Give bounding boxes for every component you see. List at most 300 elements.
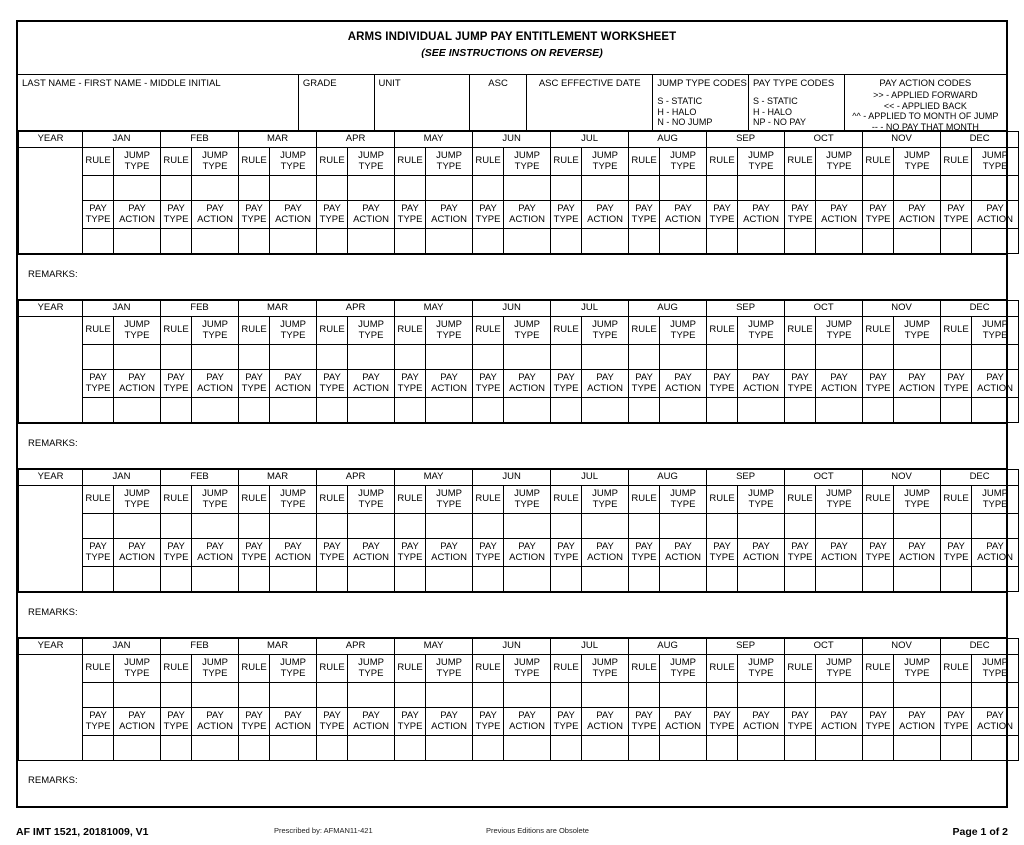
month-header-label: JUN	[502, 133, 521, 145]
pay-action-label-line1: PAY	[830, 203, 848, 214]
pay-action-label-line1: PAY	[752, 203, 770, 214]
jump-type-label-cell	[660, 486, 707, 514]
pay-action-entry-cell[interactable]	[114, 398, 161, 423]
jump-type-entry-cell[interactable]	[114, 176, 161, 201]
rule-label-cell	[551, 317, 582, 345]
pay-type-entry-cell[interactable]	[551, 567, 582, 592]
jump-type-entry-cell[interactable]	[816, 345, 863, 370]
pay-action-entry-cell[interactable]	[582, 567, 629, 592]
rule-entry-cell[interactable]	[863, 176, 894, 201]
pay-type-entry-cell[interactable]	[473, 398, 504, 423]
jump-type-label-line2: TYPE	[124, 498, 150, 510]
pay-action-label-cell	[270, 539, 317, 567]
pay-type-label-cell	[941, 370, 972, 398]
pay-type-entry-cell[interactable]	[317, 567, 348, 592]
rule-entry-cell[interactable]	[83, 514, 114, 539]
pay-type-entry-cell[interactable]	[629, 398, 660, 423]
jump-type-label-line2: TYPE	[904, 667, 930, 679]
pay-type-entry-cell[interactable]	[473, 567, 504, 592]
jump-type-label-line2: TYPE	[670, 667, 696, 679]
pay-type-entry-cell[interactable]	[629, 736, 660, 761]
rule-entry-cell[interactable]	[161, 176, 192, 201]
pay-type-label-cell	[941, 708, 972, 736]
pay-type-entry-cell[interactable]	[161, 567, 192, 592]
pay-action-entry-cell[interactable]	[192, 736, 239, 761]
pay-action-entry-cell[interactable]	[192, 398, 239, 423]
field-asc[interactable]	[470, 75, 527, 130]
jump-type-label-cell	[972, 148, 1019, 176]
pay-action-label-line2: ACTION	[587, 382, 624, 394]
pay-action-entry-cell[interactable]	[504, 736, 551, 761]
pay-type-entry-cell[interactable]	[941, 229, 972, 254]
rule-entry-cell[interactable]	[863, 514, 894, 539]
pay-action-entry-cell[interactable]	[270, 567, 317, 592]
form-title: ARMS INDIVIDUAL JUMP PAY ENTITLEMENT WORKSHEET	[347, 31, 677, 43]
rule-label: RULE	[163, 493, 189, 505]
pay-type-label-line1: PAY	[713, 372, 731, 383]
pay-type-entry-cell[interactable]	[395, 229, 426, 254]
pay-type-entry-cell[interactable]	[629, 567, 660, 592]
jump-type-entry-cell[interactable]	[426, 345, 473, 370]
rule-entry-cell[interactable]	[161, 514, 192, 539]
rule-entry-cell[interactable]	[395, 176, 426, 201]
rule-label-cell	[863, 148, 894, 176]
jump-type-entry-cell[interactable]	[504, 345, 551, 370]
jump-type-entry-cell[interactable]	[504, 683, 551, 708]
jump-type-entry-cell[interactable]	[972, 514, 1019, 539]
month-header-label: MAR	[266, 640, 289, 652]
jump-type-entry-cell[interactable]	[972, 176, 1019, 201]
pay-type-entry-cell[interactable]	[395, 736, 426, 761]
rule-entry-cell[interactable]	[941, 514, 972, 539]
rule-label-cell	[785, 486, 816, 514]
pay-action-entry-cell[interactable]	[582, 736, 629, 761]
pay-type-entry-cell[interactable]	[473, 736, 504, 761]
month-header-label: FEB	[190, 133, 209, 145]
year-input-cell[interactable]	[19, 486, 83, 592]
jump-type-entry-cell[interactable]	[504, 514, 551, 539]
rule-label: RULE	[787, 493, 813, 505]
pay-type-entry-cell[interactable]	[551, 398, 582, 423]
rule-entry-cell[interactable]	[551, 176, 582, 201]
pay-action-entry-cell[interactable]	[504, 229, 551, 254]
jump-type-label-line1: JUMP	[358, 150, 384, 161]
pay-action-entry-cell[interactable]	[348, 567, 395, 592]
pay-type-entry-cell[interactable]	[551, 736, 582, 761]
month-header-apr	[317, 470, 395, 486]
remarks-field[interactable]	[18, 255, 1006, 300]
pay-action-entry-cell[interactable]	[348, 229, 395, 254]
rule-label-cell	[629, 486, 660, 514]
rule-entry-cell[interactable]	[83, 345, 114, 370]
rule-label-cell	[161, 486, 192, 514]
pay-type-entry-cell[interactable]	[239, 229, 270, 254]
pay-action-entry-cell[interactable]	[972, 229, 1019, 254]
month-header-jan	[83, 132, 161, 148]
rule-entry-cell[interactable]	[473, 514, 504, 539]
jump-type-entry-cell[interactable]	[114, 683, 161, 708]
jump-type-entry-cell[interactable]	[894, 683, 941, 708]
pay-action-entry-cell[interactable]	[816, 398, 863, 423]
jump-type-entry-cell[interactable]	[192, 176, 239, 201]
pay-action-entry-cell[interactable]	[894, 567, 941, 592]
rule-entry-cell[interactable]	[629, 345, 660, 370]
jump-type-entry-cell[interactable]	[972, 683, 1019, 708]
jump-type-label-line1: JUMP	[748, 319, 775, 330]
pay-type-entry-cell[interactable]	[707, 229, 738, 254]
rule-label: RULE	[865, 155, 891, 167]
jump-type-entry-cell[interactable]	[270, 176, 317, 201]
rule-entry-cell[interactable]	[161, 345, 192, 370]
pay-action-entry-cell[interactable]	[738, 398, 785, 423]
month-header-label: APR	[345, 133, 366, 145]
jump-type-label-line1: JUMP	[280, 657, 306, 668]
jump-type-label-cell	[894, 486, 941, 514]
rule-entry-cell[interactable]	[707, 176, 738, 201]
rule-label: RULE	[943, 493, 969, 505]
pay-action-entry-cell[interactable]	[738, 229, 785, 254]
jump-type-entry-cell[interactable]	[270, 683, 317, 708]
jump-type-entry-cell[interactable]	[348, 514, 395, 539]
rule-entry-cell[interactable]	[83, 683, 114, 708]
pay-action-entry-cell[interactable]	[270, 736, 317, 761]
rule-label: RULE	[475, 155, 501, 167]
jump-type-entry-cell[interactable]	[504, 176, 551, 201]
rule-entry-cell[interactable]	[395, 345, 426, 370]
pay-action-code-item: << - APPLIED BACK	[883, 100, 967, 111]
jump-type-label-cell	[972, 317, 1019, 345]
jump-type-entry-cell[interactable]	[816, 683, 863, 708]
rule-entry-cell[interactable]	[629, 683, 660, 708]
rule-label-cell	[395, 317, 426, 345]
pay-type-label-cell	[863, 201, 894, 229]
pay-action-entry-cell[interactable]	[738, 736, 785, 761]
pay-action-label-cell	[894, 201, 941, 229]
pay-type-entry-cell[interactable]	[785, 567, 816, 592]
jump-type-entry-cell[interactable]	[660, 683, 707, 708]
jump-type-entry-cell[interactable]	[426, 176, 473, 201]
rule-entry-cell[interactable]	[239, 345, 270, 370]
pay-action-entry-cell[interactable]	[270, 398, 317, 423]
pay-action-label-line2: ACTION	[743, 382, 780, 394]
pay-action-entry-cell[interactable]	[426, 736, 473, 761]
pay-type-entry-cell[interactable]	[863, 398, 894, 423]
pay-action-label-cell	[504, 708, 551, 736]
pay-action-entry-cell[interactable]	[972, 567, 1019, 592]
jump-type-entry-cell[interactable]	[192, 345, 239, 370]
pay-action-entry-cell[interactable]	[426, 567, 473, 592]
pay-action-entry-cell[interactable]	[660, 567, 707, 592]
jump-type-entry-cell[interactable]	[738, 514, 785, 539]
jump-type-entry-cell[interactable]	[270, 345, 317, 370]
jump-type-entry-cell[interactable]	[660, 176, 707, 201]
pay-type-entry-cell[interactable]	[161, 229, 192, 254]
pay-type-entry-cell[interactable]	[941, 736, 972, 761]
pay-type-label-line1: PAY	[791, 710, 809, 721]
jump-type-label-line2: TYPE	[280, 329, 306, 341]
rule-label: RULE	[943, 155, 969, 167]
jump-type-entry-cell[interactable]	[894, 176, 941, 201]
pay-action-entry-cell[interactable]	[504, 567, 551, 592]
pay-type-entry-cell[interactable]	[629, 229, 660, 254]
rule-entry-cell[interactable]	[473, 345, 504, 370]
year-input-cell[interactable]	[19, 317, 83, 423]
pay-type-entry-cell[interactable]	[317, 736, 348, 761]
pay-action-entry-cell[interactable]	[270, 229, 317, 254]
pay-type-entry-cell[interactable]	[395, 567, 426, 592]
pay-action-entry-cell[interactable]	[348, 736, 395, 761]
pay-action-entry-cell[interactable]	[114, 229, 161, 254]
rule-label: RULE	[319, 324, 345, 336]
pay-type-entry-cell[interactable]	[785, 736, 816, 761]
pay-action-entry-cell[interactable]	[114, 736, 161, 761]
rule-entry-cell[interactable]	[551, 514, 582, 539]
pay-action-label-line2: ACTION	[119, 213, 155, 225]
pay-type-entry-cell[interactable]	[395, 398, 426, 423]
rule-entry-cell[interactable]	[785, 345, 816, 370]
paytype-payaction-label-row	[19, 370, 1019, 398]
pay-action-label-line2: ACTION	[743, 720, 780, 732]
pay-type-label-cell	[863, 370, 894, 398]
pay-action-label-line1: PAY	[752, 710, 770, 721]
rule-entry-cell[interactable]	[551, 683, 582, 708]
pay-type-entry-cell[interactable]	[551, 229, 582, 254]
pay-action-entry-cell[interactable]	[348, 398, 395, 423]
pay-type-entry-cell[interactable]	[317, 229, 348, 254]
pay-type-entry-cell[interactable]	[785, 229, 816, 254]
jump-type-entry-cell[interactable]	[192, 514, 239, 539]
pay-type-entry-cell[interactable]	[785, 398, 816, 423]
pay-type-label-line2: TYPE	[241, 213, 267, 225]
pay-action-entry-cell[interactable]	[192, 567, 239, 592]
rule-entry-cell[interactable]	[83, 176, 114, 201]
field-grade[interactable]	[299, 75, 375, 130]
pay-type-entry-cell[interactable]	[863, 229, 894, 254]
rule-entry-cell[interactable]	[863, 683, 894, 708]
rule-entry-cell[interactable]	[395, 683, 426, 708]
field-unit[interactable]	[375, 75, 471, 130]
remarks-field[interactable]	[18, 424, 1006, 469]
year-input-cell[interactable]	[19, 655, 83, 761]
month-header-feb	[161, 301, 239, 317]
rule-entry-cell[interactable]	[707, 514, 738, 539]
pay-action-label-line1: PAY	[284, 710, 302, 721]
pay-action-label-line1: PAY	[284, 372, 302, 383]
rule-entry-cell[interactable]	[239, 176, 270, 201]
pay-type-entry-cell[interactable]	[83, 736, 114, 761]
pay-type-label-line2: TYPE	[553, 551, 579, 563]
jump-type-label-line1: JUMP	[982, 657, 1009, 668]
pay-type-label-line1: PAY	[947, 710, 965, 721]
month-header-label: FEB	[190, 640, 209, 652]
rule-entry-cell[interactable]	[707, 683, 738, 708]
pay-action-entry-cell[interactable]	[972, 736, 1019, 761]
field-asc-effective-date-label: ASC EFFECTIVE DATE	[538, 78, 641, 89]
year-input-cell[interactable]	[19, 148, 83, 254]
pay-type-entry-cell[interactable]	[863, 567, 894, 592]
rule-entry-cell[interactable]	[941, 683, 972, 708]
jump-type-entry-cell[interactable]	[426, 514, 473, 539]
pay-action-entry-cell[interactable]	[894, 398, 941, 423]
jump-type-entry-cell[interactable]	[192, 683, 239, 708]
jump-type-entry-cell[interactable]	[894, 514, 941, 539]
remarks-field[interactable]	[18, 761, 1006, 806]
rule-entry-cell[interactable]	[473, 683, 504, 708]
pay-action-label-cell	[816, 708, 863, 736]
jump-type-entry-cell[interactable]	[816, 514, 863, 539]
rule-entry-cell[interactable]	[317, 683, 348, 708]
jump-type-entry-cell[interactable]	[660, 345, 707, 370]
jump-type-label-cell	[348, 486, 395, 514]
rule-entry-cell[interactable]	[941, 345, 972, 370]
jump-type-label-line1: JUMP	[514, 488, 540, 499]
rule-entry-cell[interactable]	[629, 176, 660, 201]
jump-type-label-cell	[426, 148, 473, 176]
jump-type-entry-cell[interactable]	[426, 683, 473, 708]
pay-type-label-cell	[629, 370, 660, 398]
pay-action-entry-cell[interactable]	[660, 398, 707, 423]
pay-action-entry-cell[interactable]	[816, 736, 863, 761]
pay-action-entry-cell[interactable]	[582, 229, 629, 254]
pay-type-entry-cell[interactable]	[707, 567, 738, 592]
month-header-label: JUL	[581, 302, 599, 314]
rule-entry-cell[interactable]	[317, 345, 348, 370]
pay-action-label-line2: ACTION	[275, 382, 311, 394]
jump-type-entry-cell[interactable]	[738, 683, 785, 708]
jump-type-label-line1: JUMP	[358, 319, 384, 330]
pay-action-label-cell	[894, 708, 941, 736]
jump-type-entry-cell[interactable]	[738, 176, 785, 201]
rule-label-cell	[551, 148, 582, 176]
jump-type-entry-cell[interactable]	[114, 345, 161, 370]
pay-type-entry-cell[interactable]	[161, 736, 192, 761]
pay-action-label-line1: PAY	[206, 372, 224, 383]
pay-type-label-line2: TYPE	[319, 213, 345, 225]
pay-action-label-line2: ACTION	[977, 551, 1014, 563]
pay-action-entry-cell[interactable]	[504, 398, 551, 423]
pay-action-entry-cell[interactable]	[426, 229, 473, 254]
jump-type-label-line1: JUMP	[358, 488, 384, 499]
pay-type-label-line1: PAY	[245, 372, 263, 383]
pay-type-code-item: H - HALO	[753, 106, 793, 117]
rule-entry-cell[interactable]	[707, 345, 738, 370]
pay-type-entry-cell[interactable]	[941, 567, 972, 592]
pay-action-entry-cell[interactable]	[816, 229, 863, 254]
rule-entry-cell[interactable]	[317, 514, 348, 539]
pay-action-label-line2: ACTION	[899, 720, 936, 732]
pay-type-label-line2: TYPE	[865, 213, 891, 225]
pay-action-entry-cell[interactable]	[738, 567, 785, 592]
field-name[interactable]	[18, 75, 299, 130]
pay-action-label-line2: ACTION	[509, 720, 546, 732]
rule-entry-cell[interactable]	[785, 176, 816, 201]
pay-type-entry-cell[interactable]	[83, 229, 114, 254]
rule-entry-cell[interactable]	[317, 176, 348, 201]
jump-type-entry-cell[interactable]	[348, 683, 395, 708]
jump-type-entry-cell[interactable]	[582, 176, 629, 201]
pay-type-entry-cell[interactable]	[863, 736, 894, 761]
jump-type-entry-cell[interactable]	[660, 514, 707, 539]
jump-type-label-cell	[894, 148, 941, 176]
jump-type-label-line1: JUMP	[280, 319, 306, 330]
pay-action-entry-cell[interactable]	[894, 229, 941, 254]
jump-type-entry-cell[interactable]	[738, 345, 785, 370]
pay-action-entry-cell[interactable]	[660, 736, 707, 761]
jump-type-label-line1: JUMP	[904, 319, 931, 330]
legend-pay-type-codes	[749, 75, 845, 130]
month-header-aug	[629, 639, 707, 655]
rule-entry-cell[interactable]	[941, 176, 972, 201]
pay-action-entry-cell[interactable]	[426, 398, 473, 423]
pay-action-label-line1: PAY	[128, 710, 146, 721]
pay-action-entry-cell[interactable]	[972, 398, 1019, 423]
rule-entry-cell[interactable]	[629, 514, 660, 539]
pay-type-label-cell	[239, 539, 270, 567]
jump-type-entry-cell[interactable]	[582, 683, 629, 708]
jump-type-entry-cell[interactable]	[348, 345, 395, 370]
jump-type-entry-cell[interactable]	[270, 514, 317, 539]
pay-type-entry-cell[interactable]	[83, 567, 114, 592]
pay-type-entry-cell[interactable]	[239, 398, 270, 423]
rule-label-cell	[83, 655, 114, 683]
pay-action-entry-cell[interactable]	[660, 229, 707, 254]
jump-type-entry-cell[interactable]	[348, 176, 395, 201]
pay-type-entry-cell[interactable]	[941, 398, 972, 423]
jump-type-label-cell	[582, 486, 629, 514]
jump-type-label-line2: TYPE	[748, 667, 774, 679]
rule-entry-cell[interactable]	[161, 683, 192, 708]
pay-action-entry-cell[interactable]	[582, 398, 629, 423]
remarks-field[interactable]	[18, 593, 1006, 638]
rule-entry-cell[interactable]	[551, 345, 582, 370]
jump-type-entry-cell[interactable]	[582, 345, 629, 370]
pay-action-label-line2: ACTION	[899, 213, 936, 225]
pay-type-entry-cell[interactable]	[239, 567, 270, 592]
pay-action-entry-cell[interactable]	[894, 736, 941, 761]
jump-type-entry-cell[interactable]	[114, 514, 161, 539]
rule-entry-cell[interactable]	[785, 683, 816, 708]
pay-action-entry-cell[interactable]	[192, 229, 239, 254]
rule-entry-cell[interactable]	[239, 683, 270, 708]
pay-type-entry-cell[interactable]	[707, 398, 738, 423]
jump-type-entry-cell[interactable]	[894, 345, 941, 370]
paytype-payaction-label-row	[19, 708, 1019, 736]
pay-type-entry-cell[interactable]	[161, 398, 192, 423]
pay-type-entry-cell[interactable]	[317, 398, 348, 423]
rule-entry-cell[interactable]	[863, 345, 894, 370]
jump-type-entry-cell[interactable]	[972, 345, 1019, 370]
jump-type-entry-cell[interactable]	[582, 514, 629, 539]
jump-type-label-cell	[972, 486, 1019, 514]
field-asc-effective-date[interactable]	[527, 75, 653, 130]
pay-action-label-line1: PAY	[440, 710, 458, 721]
pay-type-label-cell	[551, 539, 582, 567]
rule-entry-cell[interactable]	[239, 514, 270, 539]
rule-label-cell	[161, 317, 192, 345]
rule-entry-cell[interactable]	[395, 514, 426, 539]
pay-type-entry-cell[interactable]	[239, 736, 270, 761]
pay-type-entry-cell[interactable]	[83, 398, 114, 423]
year-header	[19, 301, 83, 317]
pay-type-entry-cell[interactable]	[473, 229, 504, 254]
pay-type-entry-cell[interactable]	[707, 736, 738, 761]
pay-action-entry-cell[interactable]	[816, 567, 863, 592]
form-container	[16, 20, 1014, 808]
rule-entry-cell[interactable]	[473, 176, 504, 201]
rule-entry-cell[interactable]	[785, 514, 816, 539]
pay-action-entry-cell[interactable]	[114, 567, 161, 592]
jump-type-entry-cell[interactable]	[816, 176, 863, 201]
